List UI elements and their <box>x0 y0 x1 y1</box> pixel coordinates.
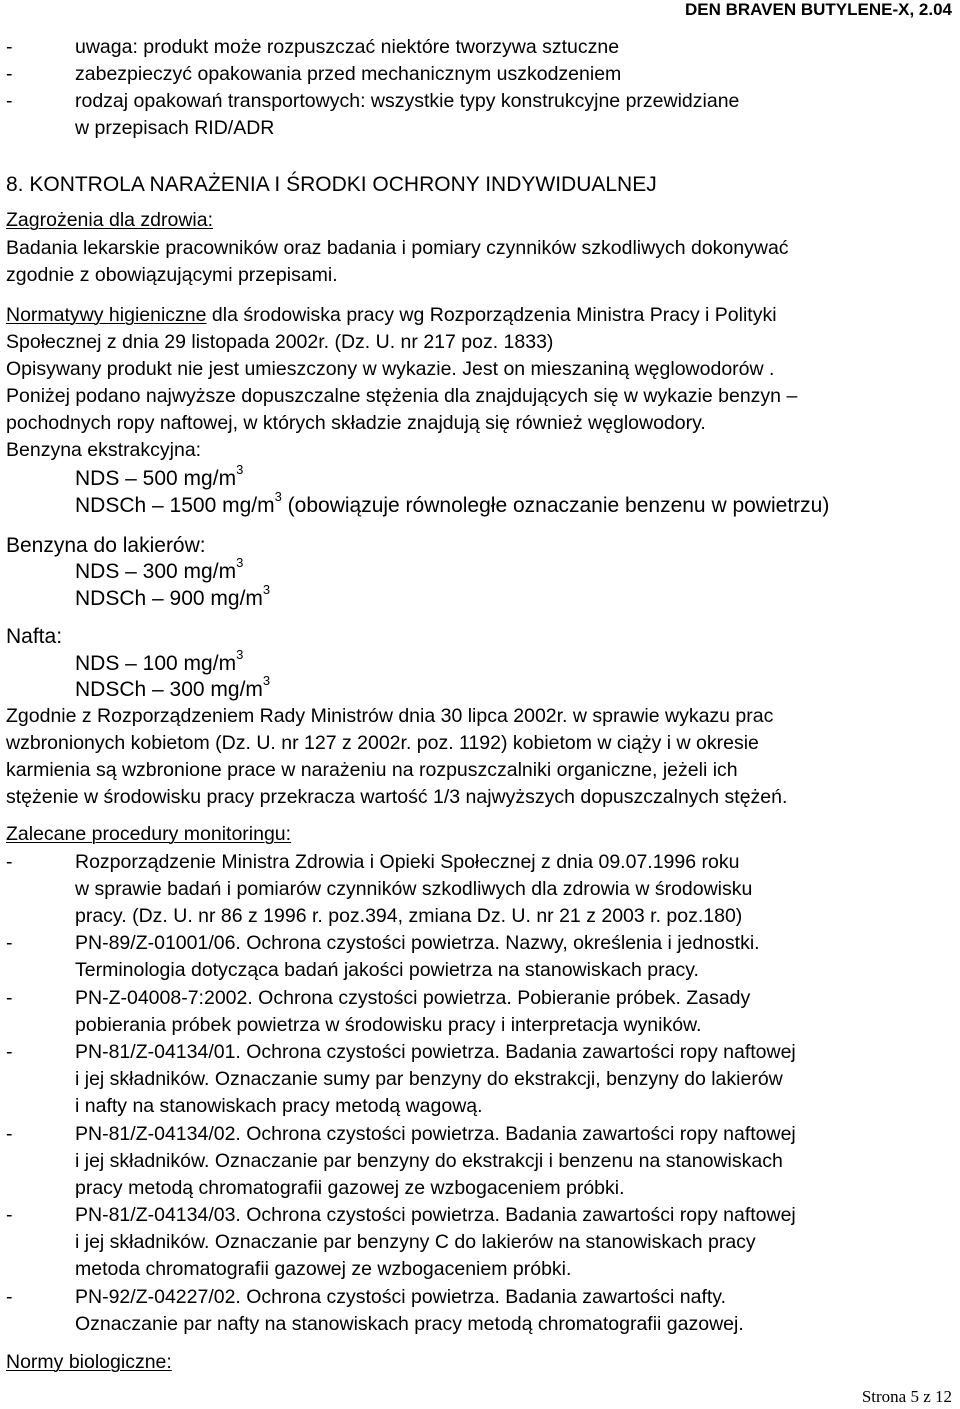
document-header-title: DEN BRAVEN BUTYLENE-X, 2.04 <box>684 0 952 19</box>
list-dash: - <box>6 63 13 85</box>
monitoring-list-item: - PN-81/Z-04134/01. Ochrona czystości powietrza. Badania zawartości ropy naftowej <box>0 1039 960 1066</box>
monitoring-list-item-continuation: Oznaczanie par nafty na stanowiskach pracy metodą chromatografii gazowej. <box>75 1313 744 1335</box>
monitoring-list-item: - PN-81/Z-04134/03. Ochrona czystości powietrza. Badania zawartości ropy naftowej <box>0 1202 960 1229</box>
regulation-text-line: Zgodnie z Rozporządzeniem Rady Ministrów dnia 30 lipca 2002r. w sprawie wykazu prac <box>6 705 774 727</box>
regulation-text-line: wzbronionych kobietom (Dz. U. nr 127 z 2002r. poz. 1192) kobietom w ciąży i w okresie <box>6 732 759 754</box>
limit-label-kerosene: Nafta: <box>6 625 63 648</box>
norms-text-line: Opisywany produkt nie jest umieszczony w wykazie. Jest on mieszaniną węglowodorów . <box>6 358 775 380</box>
norms-text-line: pochodnych ropy naftowej, w których składzie znajdują się również węglowodory. <box>6 412 706 434</box>
monitoring-list-item-continuation: pracy metodą chromatografii gazowej ze wzbogaceniem próbki. <box>75 1177 625 1199</box>
intro-list-item-continuation: w przepisach RID/ADR <box>75 117 275 139</box>
norms-text-line: Społecznej z dnia 29 listopada 2002r. (Dz. U. nr 217 poz. 1833) <box>6 331 554 353</box>
monitoring-list-item: - PN-92/Z-04227/02. Ochrona czystości powietrza. Badania zawartości nafty. <box>0 1284 960 1311</box>
limit-ndsch-extraction: NDSCh – 1500 $mg/m^3$ (obowiązuje równoległe oznaczanie benzenu w powietrzu) <box>75 489 830 517</box>
health-text-line: Badania lekarskie pracowników oraz badania i pomiary czynników szkodliwych dokonywać <box>6 237 789 259</box>
monitoring-list-item: - PN-Z-04008-7:2002. Ochrona czystości powietrza. Pobieranie próbek. Zasady <box>0 985 960 1012</box>
monitoring-list-item-continuation: w sprawie badań i pomiarów czynników szkodliwych dla zdrowia w środowisku <box>75 878 753 900</box>
limit-ndsch-varnish: NDSCh – 900 $mg/m^3$ <box>75 582 271 610</box>
biological-norms-heading: Normy biologiczne: <box>6 1351 172 1373</box>
list-dash: - <box>6 851 13 873</box>
intro-list-item: - rodzaj opakowań transportowych: wszystkie typy konstrukcyjne przewidziane <box>0 88 960 115</box>
norms-text-line: Poniżej podano najwyższe dopuszczalne stężenia dla znajdujących się w wykazie benzyn – <box>6 385 798 407</box>
list-dash: - <box>6 36 13 58</box>
monitoring-list-item-continuation: Terminologia dotycząca badań jakości powietrza na stanowiskach pracy. <box>75 959 699 981</box>
monitoring-list-item-continuation: pobierania próbek powietrza w środowisku pracy i interpretacja wyników. <box>75 1014 702 1036</box>
list-dash: - <box>6 1286 13 1308</box>
monitoring-list-item-continuation: i jej składników. Oznaczanie sumy par benzyny do ekstrakcji, benzyny do lakierów <box>75 1068 783 1090</box>
monitoring-list-item: - Rozporządzenie Ministra Zdrowia i Opieki Społecznej z dnia 09.07.1996 roku <box>0 849 960 876</box>
list-dash: - <box>6 90 13 112</box>
health-heading: Zagrożenia dla zdrowia: <box>6 209 214 231</box>
monitoring-list-item-continuation: metoda chromatografii gazowej ze wzbogaceniem próbki. <box>75 1258 572 1280</box>
norms-text-line: Normatywy higieniczne dla środowiska pracy wg Rozporządzenia Ministra Pracy i Polityki <box>6 304 777 326</box>
health-text-line: zgodnie z obowiązującymi przepisami. <box>6 264 338 286</box>
regulation-text-line: karmienia są wzbronione prace w narażeniu na rozpuszczalniki organiczne, jeżeli ich <box>6 759 738 781</box>
list-dash: - <box>6 1041 13 1063</box>
monitoring-list-item-continuation: i jej składników. Oznaczanie par benzyny do ekstrakcji i benzenu na stanowiskach <box>75 1150 783 1172</box>
limit-nds-kerosene: NDS – 100 $mg/m^3$ <box>75 647 244 675</box>
list-dash: - <box>6 1204 13 1226</box>
limit-nds-varnish: NDS – 300 $mg/m^3$ <box>75 555 244 583</box>
regulation-text-line: stężenie w środowisku pracy przekracza wartość 1/3 najwyższych dopuszczalnych stężeń. <box>6 786 788 808</box>
limit-ndsch-kerosene: NDSCh – 300 $mg/m^3$ <box>75 673 271 701</box>
limit-label-varnish-gasoline: Benzyna do lakierów: <box>6 534 206 557</box>
limit-nds-extraction: NDS – 500 $mg/m^3$ <box>75 462 244 490</box>
intro-list-item: - zabezpieczyć opakowania przed mechanicznym uszkodzeniem <box>0 61 960 88</box>
list-dash: - <box>6 1123 13 1145</box>
list-dash: - <box>6 932 13 954</box>
section-title: 8. KONTROLA NARAŻENIA I ŚRODKI OCHRONY INDYWIDUALNEJ <box>6 173 657 196</box>
monitoring-list-item: - PN-89/Z-01001/06. Ochrona czystości powietrza. Nazwy, określenia i jednostki. <box>0 930 960 957</box>
limit-label-extraction-gasoline: Benzyna ekstrakcyjna: <box>6 439 202 461</box>
page-number: Strona 5 z 12 <box>861 1387 952 1406</box>
monitoring-list-item-continuation: pracy. (Dz. U. nr 86 z 1996 r. poz.394, zmiana Dz. U. nr 21 z 2003 r. poz.180) <box>75 905 743 927</box>
list-dash: - <box>6 987 13 1009</box>
intro-list-item: - uwaga: produkt może rozpuszczać niektóre tworzywa sztuczne <box>0 34 960 61</box>
monitoring-list-item: - PN-81/Z-04134/02. Ochrona czystości powietrza. Badania zawartości ropy naftowej <box>0 1121 960 1148</box>
monitoring-list-item-continuation: i jej składników. Oznaczanie par benzyny C do lakierów na stanowiskach pracy <box>75 1231 756 1253</box>
monitoring-list-item-continuation: i nafty na stanowiskach pracy metodą wagową. <box>75 1095 483 1117</box>
norms-link-label: Normatywy higieniczne <box>6 304 207 326</box>
monitoring-heading: Zalecane procedury monitoringu: <box>6 823 292 845</box>
